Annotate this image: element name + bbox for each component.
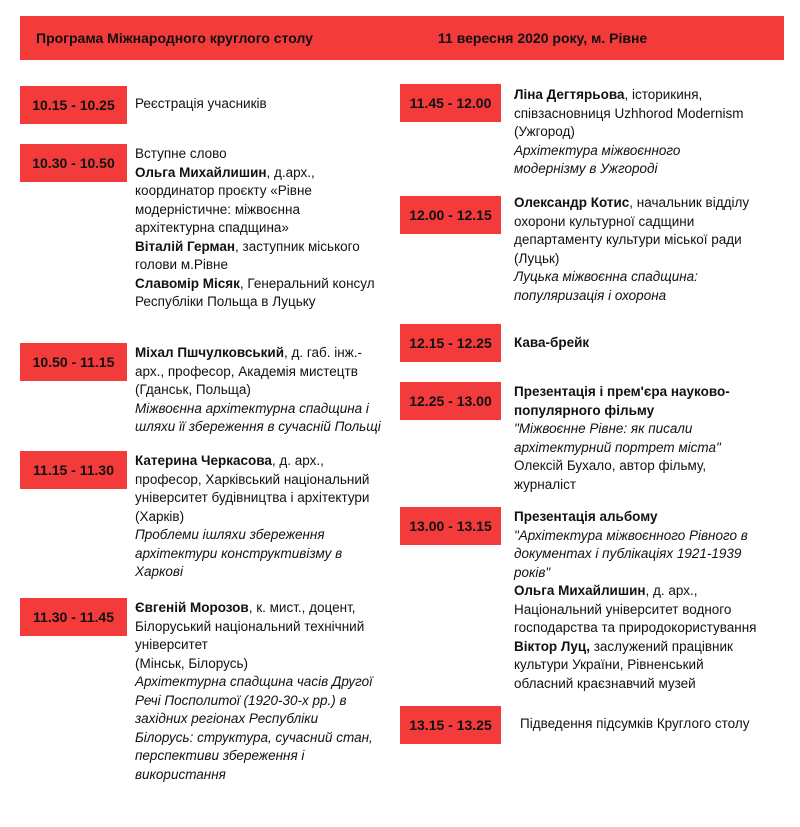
schedule-entry: Катерина Черкасова, д. арх., професор, Харківський національний університет будівництва і архітектури (Харків) Проблеми ішляхи збереження архітектури конструктивізму в Харкові xyxy=(135,453,370,579)
schedule-entry: Презентація і прем'єра науково- популярного фільму "Міжвоєнне Рівне: як писали архітектурний портрет міста" Олексій Бухало, автор фільму, журналіст xyxy=(514,384,730,492)
time-slot: 12.25 - 13.00 xyxy=(400,382,501,420)
time-slot: 10.30 - 10.50 xyxy=(20,144,127,182)
speaker-name: Міхал Пшчулковський xyxy=(135,345,284,360)
speaker-name: Олександр Котис xyxy=(514,195,630,210)
schedule-entry: Ліна Дегтярьова, історикиня, співзасновниця Uzhhorod Modernism (Ужгород) Архітектура міжвоєнного модернізму в Ужгороді xyxy=(514,87,744,176)
time-slot: 11.30 - 11.45 xyxy=(20,598,127,636)
schedule-entry: Презентація альбому "Архітектура міжвоєнного Рівного в документах і публікаціях 1921-1939 років" Ольга Михайлишин, д. арх., Національний університет водного господарства та природокористування Віктор Луц, заслужений працівник культури України, Рівненський обласний краєзнавчий музей xyxy=(514,509,757,691)
schedule-entry: Міхал Пшчулковський, д. габ. інж.- арх., професор, Академія мистецтв (Гданськ, Польща) Міжвоєнна архітектурна спадщина і шляхи її збереження в сучасній Польщі xyxy=(135,345,381,434)
schedule-entry: Вступне слово Ольга Михайлишин, д.арх., координатор проєкту «Рівне модерністичне: міжвоєнна архітектурна спадщина» Віталій Герман, заступник міського голови м.Рівне Славомір Місяк, Генеральний консул Республіки Польща в Луцьку xyxy=(135,146,375,309)
speaker-name: Євгеній Морозов xyxy=(135,600,249,615)
schedule-entry: Євгеній Морозов, к. мист., доцент, Білоруський національний технічний університет (Мінськ, Білорусь) Архітектурна спадщина часів Другої Речі Посполитої (1920-30-х рр.) в західних регіонах Республіки Білорусь: структура, сучасний стан, перспективи збереження і використання xyxy=(135,600,373,782)
schedule-entry: Олександр Котис, начальник відділу охорони культурної садщини департаменту культури міської ради (Луцьк) Луцька міжвоєнна спадщина: популяризація і охорона xyxy=(514,195,750,303)
time-slot: 11.45 - 12.00 xyxy=(400,84,501,122)
time-slot: 10.15 - 10.25 xyxy=(20,86,127,124)
speaker-name: Катерина Черкасова xyxy=(135,453,272,468)
program-title: Програма Міжнародного круглого столу xyxy=(36,30,313,46)
program-header xyxy=(20,16,784,60)
speaker-name: Ліна Дегтярьова xyxy=(514,87,625,102)
speaker-name: Ольга Михайлишин xyxy=(514,583,646,598)
time-slot: 10.50 - 11.15 xyxy=(20,343,127,381)
schedule-entry: Реєстрація учасників xyxy=(135,96,267,111)
speaker-name: Славомір Місяк xyxy=(135,275,240,291)
time-slot: 12.15 - 12.25 xyxy=(400,324,501,362)
speaker-name: Віталій Герман xyxy=(135,238,236,254)
time-slot: 13.15 - 13.25 xyxy=(400,706,501,744)
speaker-name: Ольга Михайлишин xyxy=(135,164,267,180)
time-slot: 13.00 - 13.15 xyxy=(400,507,501,545)
speaker-name: Віктор Луц, xyxy=(514,638,590,654)
program-date-place: 11 вересня 2020 року, м. Рівне xyxy=(438,30,648,46)
schedule-entry: Кава-брейк xyxy=(514,335,590,350)
time-slot: 11.15 - 11.30 xyxy=(20,451,127,489)
time-slot: 12.00 - 12.15 xyxy=(400,196,501,234)
schedule-entry: Підведення підсумків Круглого столу xyxy=(520,716,750,731)
